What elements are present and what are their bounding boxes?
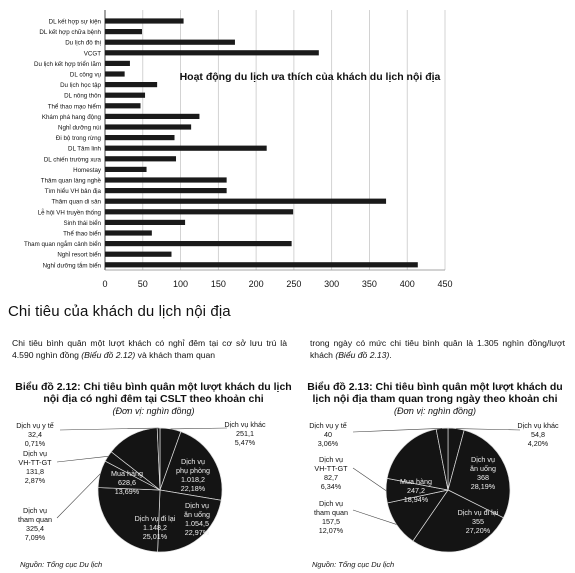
slice-label-line: Dịch vụ y tế [16, 421, 54, 430]
paragraph-right-text: trong ngày có mức chi tiêu bình quân là 1.305 nghìn đồng/lượt khách [310, 338, 565, 360]
slice-label-line: 131,8 [26, 467, 44, 476]
paragraph-left-tail: và khách tham quan [135, 350, 216, 360]
slice-label-line: Dịch vụ [319, 499, 343, 508]
y-tick-label: Thể thao biển [63, 230, 101, 238]
bar [105, 93, 145, 98]
pie1-title: Biểu đồ 2.12: Chi tiêu bình quân một lượt khách du lịch nội địa có nghỉ đêm tại CSLT theo khoản chi [15, 381, 292, 405]
slice-label [16, 421, 54, 448]
slice-label-line: 40 [324, 430, 332, 439]
y-tick-label: Lễ hội VH truyền thống [37, 209, 101, 217]
bar [105, 18, 184, 23]
slice-label [176, 457, 210, 493]
bar [105, 71, 125, 76]
x-tick-label: 200 [248, 279, 264, 289]
slice-label-line: Dịch vụ [23, 506, 47, 515]
bar [105, 82, 157, 87]
slice-label [309, 421, 347, 448]
y-tick-label: DL kết hợp chữa bệnh [39, 29, 101, 37]
y-tick-label: DL công vụ [69, 71, 101, 79]
slice-label-line: 22,18% [180, 484, 206, 493]
bar [105, 220, 185, 225]
slice-label-line: Dịch vụ đi lại [134, 514, 176, 523]
x-tick-label: 0 [102, 279, 108, 289]
bar [105, 177, 227, 182]
slice-label-line: 2,87% [24, 476, 46, 485]
slice-label-line: 6,34% [320, 482, 342, 491]
bar [105, 135, 175, 140]
slice-label-line: Dịch vụ [181, 457, 205, 466]
slice-label-line: tham quan [314, 508, 348, 517]
slice-label-line: Dịch vụ [471, 455, 495, 464]
slice-label-line: 12,07% [318, 526, 344, 535]
slice-label [224, 420, 266, 447]
slice-label [18, 506, 52, 542]
slice-label-line: Dịch vụ [185, 501, 209, 510]
y-tick-label: Homestay [73, 166, 101, 174]
slice-label-line: Dịch vụ đi lại [457, 508, 499, 517]
slice-label-line: 3,06% [317, 439, 339, 448]
bar [105, 40, 235, 45]
x-tick-label: 150 [210, 279, 226, 289]
leader-line [171, 428, 227, 429]
bar [105, 209, 293, 214]
y-tick-label: Thăm quan làng nghề [40, 177, 101, 185]
slice-label-line: 0,71% [24, 439, 46, 448]
slice-label-line: 25,01% [142, 532, 168, 541]
y-tick-label: DL chiến trường xưa [43, 156, 101, 164]
slice-label-line: 5,47% [234, 438, 256, 447]
slice-label-line: 18,94% [403, 495, 429, 504]
pie2-unit: (Đơn vị: nghìn đồng) [394, 406, 476, 416]
bar-chart-title: Hoạt động du lịch ưa thích của khách du lịch nội địa [179, 71, 441, 83]
y-tick-label: Du lịch học tập [60, 82, 101, 90]
bar [105, 230, 152, 235]
y-tick-label: Du lịch đô thị [65, 39, 101, 47]
x-tick-label: 400 [399, 279, 415, 289]
slice-label-line: 368 [477, 473, 489, 482]
slice-label-line: 13,69% [114, 487, 140, 496]
bar [105, 114, 199, 119]
x-tick-label: 100 [173, 279, 189, 289]
leader-line [456, 429, 520, 430]
bar [105, 199, 386, 204]
slice-label [184, 501, 210, 537]
paragraph-left-ref: (Biểu đồ 2.12) [81, 350, 136, 360]
slice-label-line: 32,4 [28, 430, 42, 439]
paragraph-right-ref: (Biểu đồ 2.13) [335, 350, 390, 360]
y-tick-label: Tham quan ngắm cảnh biển [23, 241, 101, 249]
y-tick-label: VCGT [83, 50, 101, 58]
bar [105, 103, 141, 108]
leader-line [353, 468, 386, 491]
paragraph-right [310, 337, 565, 361]
bar [105, 61, 130, 66]
slice-label-line: 157,5 [322, 517, 340, 526]
slice-label [314, 499, 348, 535]
slice-label-line: VH-TT-GT [314, 464, 348, 473]
slice-label-line: 7,09% [24, 533, 46, 542]
y-tick-label: Tìm hiểu VH bản địa [44, 188, 101, 196]
x-tick-label: 450 [437, 279, 453, 289]
slice-label-line: 325,4 [26, 524, 44, 533]
slice-label-line: Dịch vụ khác [224, 420, 266, 429]
slice-label-line: 1.148,2 [143, 523, 167, 532]
pie-chart-2-12 [5, 418, 295, 558]
bar [105, 188, 227, 193]
x-tick-label: 250 [286, 279, 302, 289]
slice-label-line: 628,6 [118, 478, 136, 487]
slice-label-line: tham quan [18, 515, 52, 524]
bar [105, 167, 147, 172]
y-tick-label: Thăm quan di sản [51, 198, 101, 206]
pie2-source: Nguồn: Tổng cục Du lịch [312, 560, 395, 569]
bar [105, 124, 191, 129]
y-tick-label: Sinh thái biển [63, 219, 101, 227]
leader-line [60, 428, 159, 430]
pie-chart-2-13 [298, 418, 573, 558]
slice-label-line: 22,97% [184, 528, 210, 537]
bar [105, 29, 142, 34]
slice-label-line: Dịch vụ y tế [309, 421, 347, 430]
slice-label-line: 4,20% [527, 439, 549, 448]
slice-label-line: phụ phòng [176, 466, 210, 475]
slice-label-line: 82,7 [324, 473, 338, 482]
bar [105, 50, 319, 55]
slice-label-line: ăn uống [184, 510, 210, 519]
section-title: Chi tiêu của khách du lịch nội địa [8, 303, 231, 320]
slice-label-line: Mua hàng [111, 469, 143, 478]
y-tick-label: Đi bộ trong rừng [55, 135, 101, 143]
y-tick-label: DL nông thôn [64, 92, 101, 100]
y-tick-label: DL kết hợp sự kiện [48, 18, 101, 26]
slice-label-line: 28,19% [470, 482, 496, 491]
slice-label-line: Dịch vụ [319, 455, 343, 464]
bar [105, 241, 292, 246]
slice-label [517, 421, 559, 448]
paragraph-left [12, 337, 287, 361]
slice-label [18, 449, 52, 485]
slice-label [314, 455, 348, 491]
y-tick-label: Nghỉ dưỡng tắm biển [42, 262, 101, 270]
paragraph-left-text: Chi tiêu bình quân một lượt khách có nghỉ đêm tại cơ sở lưu trú là 4.590 nghìn đồng [12, 338, 287, 360]
y-tick-label: Du lịch kết hợp triển lãm [34, 60, 101, 68]
paragraph-right-tail: . [389, 350, 392, 360]
leader-line [57, 456, 108, 462]
y-tick-label: DL Tâm linh [67, 145, 101, 153]
slice-label-line: 1.054,5 [185, 519, 209, 528]
bar [105, 262, 418, 267]
slice-label-line: 355 [472, 517, 484, 526]
slice-label-line: 247,2 [407, 486, 425, 495]
x-tick-label: 50 [137, 279, 148, 289]
y-tick-label: Khám phá hang động [41, 113, 101, 121]
x-tick-label: 300 [324, 279, 340, 289]
x-tick-label: 350 [361, 279, 377, 289]
pie1-unit: (Đơn vị: nghìn đồng) [112, 406, 195, 416]
slice-label-line: Mua hàng [400, 477, 432, 486]
slice-label-line: 1.018,2 [181, 475, 205, 484]
y-tick-label: Thể thao mạo hiểm [47, 103, 101, 111]
slice-label-line: 27,20% [465, 526, 491, 535]
y-tick-label: Nghỉ dưỡng núi [58, 124, 101, 132]
leader-line [57, 474, 100, 518]
y-tick-label: Nghỉ resort biển [57, 251, 101, 259]
slice-label-line: 54,8 [531, 430, 545, 439]
slice-label-line: ăn uống [470, 464, 496, 473]
bar [105, 156, 176, 161]
pie1-source: Nguồn: Tổng cục Du lịch [20, 560, 103, 569]
pie2-title: Biểu đồ 2.13: Chi tiêu bình quân một lượt khách du lịch nội địa tham quan trong ngày theo khoản chi [307, 381, 563, 405]
slice-label-line: 251,1 [236, 429, 254, 438]
bar [105, 252, 171, 257]
slice-label-line: Dịch vụ [23, 449, 47, 458]
slice-label-line: VH-TT-GT [18, 458, 52, 467]
slice-label-line: Dịch vụ khác [517, 421, 559, 430]
bar [105, 146, 267, 151]
